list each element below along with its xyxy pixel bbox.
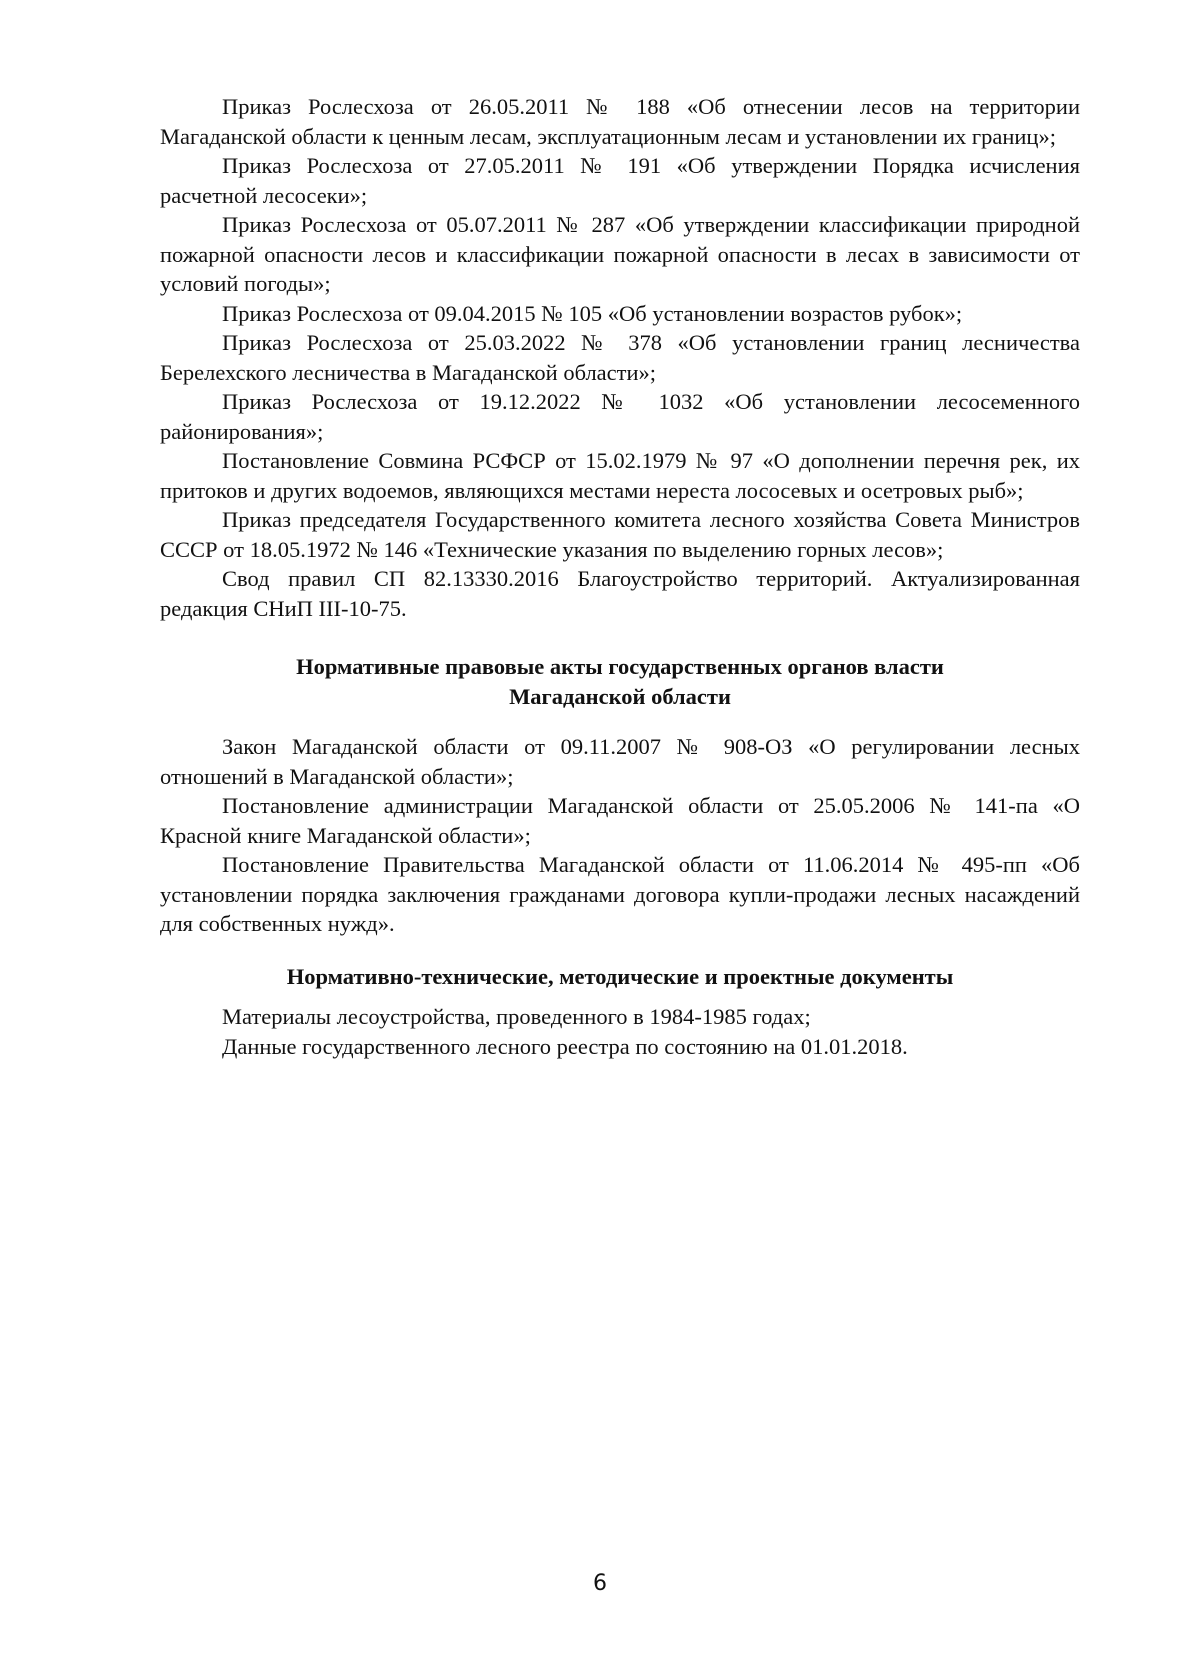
list-item: Приказ Рослесхоза от 09.04.2015 № 105 «Об установлении возрастов рубок»; xyxy=(222,300,963,326)
technical-docs-heading xyxy=(160,962,1080,992)
list-item: Свод правил СП 82.13330.2016 Благоустройство территорий. Актуализированная редакция СНиП III-10-75. xyxy=(160,566,1080,621)
regional-acts-list xyxy=(160,732,1080,939)
federal-acts-list xyxy=(160,92,1080,623)
list-item: Постановление Правительства Магаданской области от 11.06.2014 № 495-пп «Об установлении порядка заключения гражданами договора купли-продажи лесных насаждений для собственных нужд». xyxy=(160,852,1080,936)
list-item: Данные государственного лесного реестра по состоянию на 01.01.2018. xyxy=(222,1033,908,1059)
list-item: Приказ председателя Государственного комитета лесного хозяйства Совета Министров СССР от 18.05.1972 № 146 «Технические указания по выделению горных лесов»; xyxy=(160,507,1080,562)
regional-heading-line2: Магаданской области xyxy=(509,683,731,709)
list-item: Материалы лесоустройства, проведенного в 1984-1985 годах; xyxy=(222,1004,811,1029)
regional-acts-heading xyxy=(160,652,1080,711)
technical-heading-text: Нормативно-технические, методические и проектные документы xyxy=(286,964,954,989)
technical-docs-list xyxy=(160,1002,1080,1061)
page-number: 6 xyxy=(593,1571,607,1596)
list-item: Приказ Рослесхоза от 27.05.2011 № 191 «Об утверждении Порядка исчисления расчетной лесосеки»; xyxy=(160,153,1080,208)
list-item: Приказ Рослесхоза от 25.03.2022 № 378 «Об установлении границ лесничества Берелехского лесничества в Магаданской области»; xyxy=(160,330,1080,385)
regional-heading-line1: Нормативные правовые акты государственных органов власти xyxy=(296,654,944,679)
list-item: Постановление Совмина РСФСР от 15.02.1979 № 97 «О дополнении перечня рек, их притоков и других водоемов, являющихся местами нереста лососевых и осетровых рыб»; xyxy=(160,448,1080,503)
list-item: Приказ Рослесхоза от 19.12.2022 № 1032 «Об установлении лесосеменного районирования»; xyxy=(160,389,1080,444)
list-item: Приказ Рослесхоза от 05.07.2011 № 287 «Об утверждении классификации природной пожарной опасности лесов и классификации пожарной опасности в лесах в зависимости от условий погоды»; xyxy=(160,212,1080,296)
list-item: Постановление администрации Магаданской области от 25.05.2006 № 141-па «О Красной книге Магаданской области»; xyxy=(160,793,1080,848)
list-item: Закон Магаданской области от 09.11.2007 № 908-ОЗ «О регулировании лесных отношений в Магаданской области»; xyxy=(160,734,1080,789)
list-item: Приказ Рослесхоза от 26.05.2011 № 188 «Об отнесении лесов на территории Магаданской области к ценным лесам, эксплуатационным лесам и установлении их границ»; xyxy=(160,94,1080,149)
